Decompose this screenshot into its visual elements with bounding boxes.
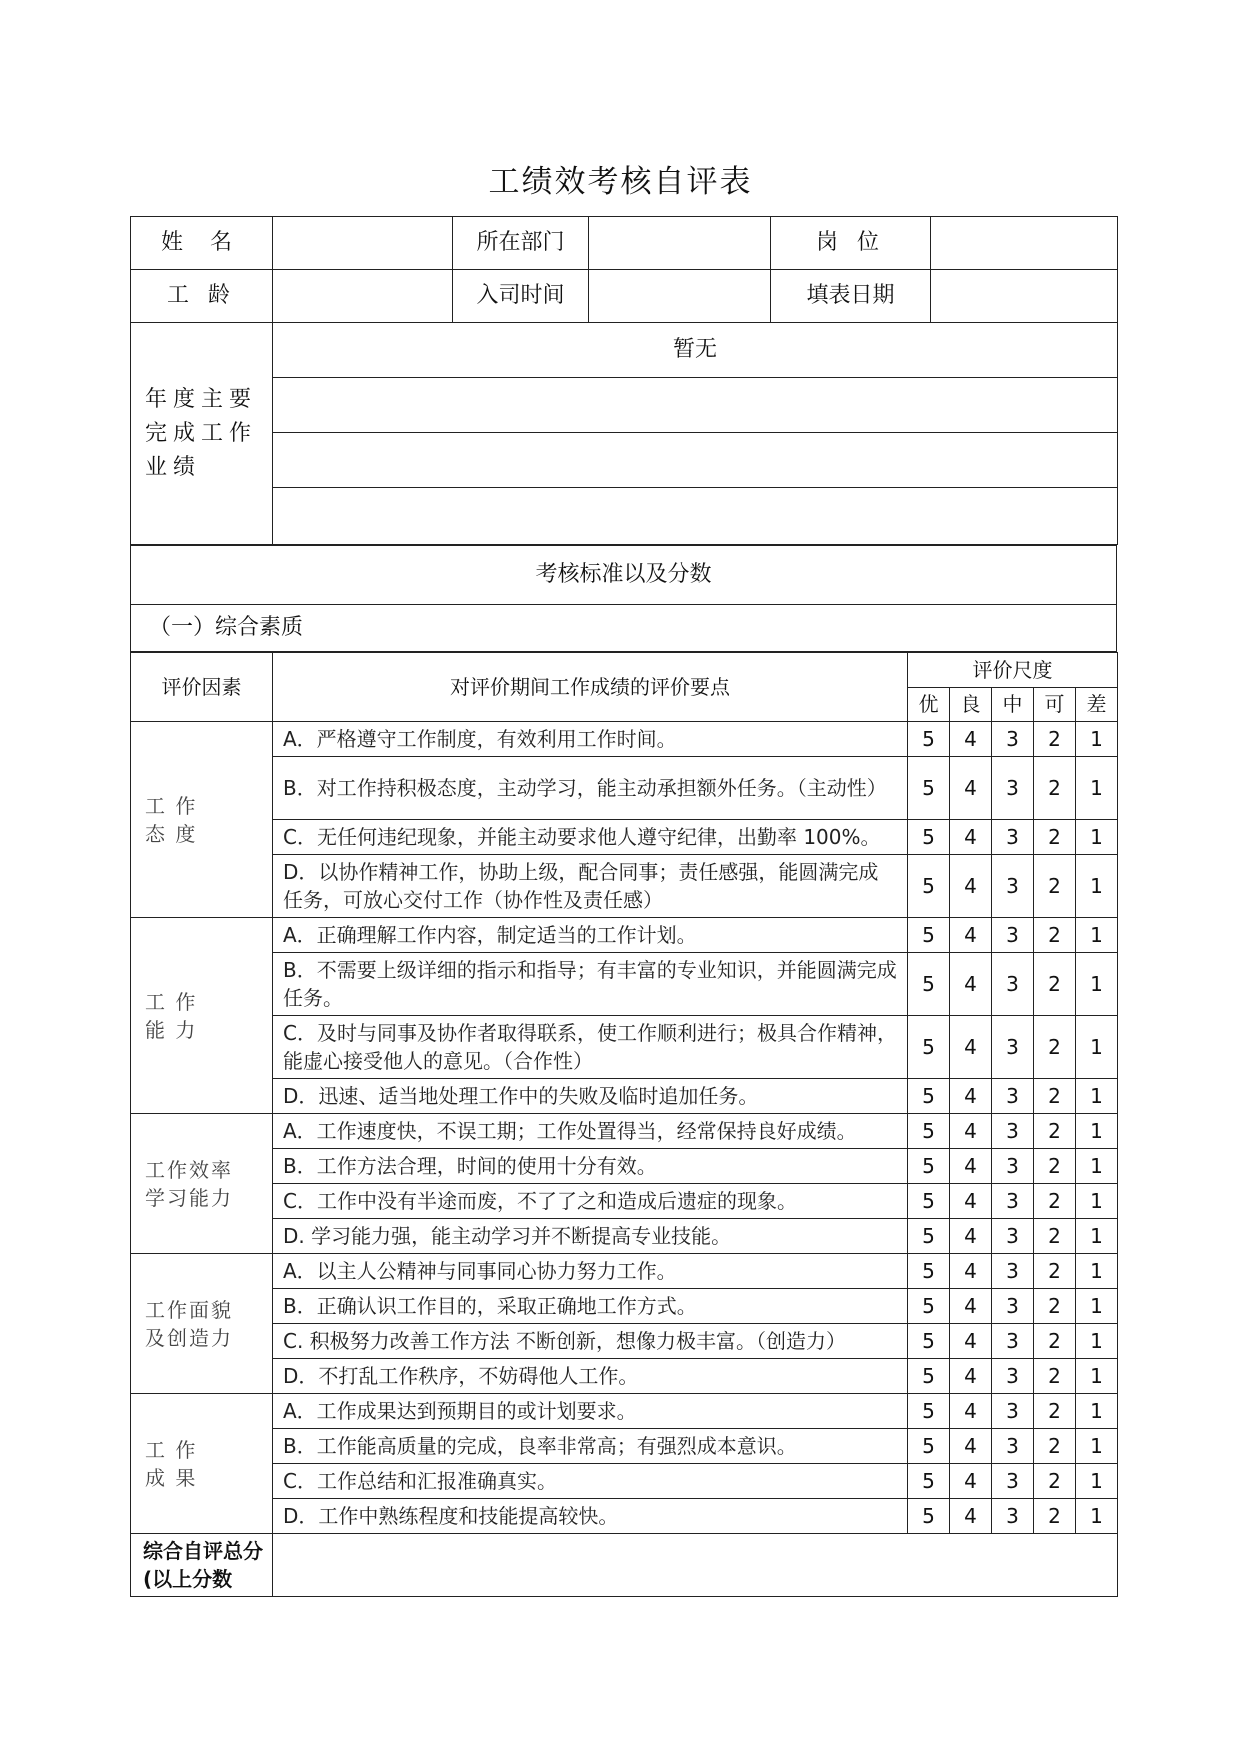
- factor-label: 工 作: [145, 793, 198, 818]
- score-option[interactable]: 2: [1034, 722, 1076, 757]
- evaluation-point: D．迅速、适当地处理工作中的失败及临时追加任务。: [273, 1079, 908, 1114]
- fill-date-field[interactable]: [931, 270, 1118, 323]
- factor-label: 成 果: [145, 1465, 198, 1490]
- info-row-2: [131, 270, 1118, 323]
- score-option[interactable]: 5: [908, 918, 950, 953]
- total-label: 综合自评总分(以上分数: [131, 1534, 273, 1597]
- score-option[interactable]: 1: [1076, 855, 1118, 918]
- evaluation-point: D．工作中熟练程度和技能提高较快。: [273, 1499, 908, 1534]
- factor-label: 工 作: [145, 989, 198, 1014]
- scale-level-fair: 可: [1034, 687, 1076, 722]
- evaluation-point: C．工作中没有半途而废，不了了之和造成后遗症的现象。: [273, 1184, 908, 1219]
- score-option[interactable]: 2: [1034, 1394, 1076, 1429]
- scale-header: 评价尺度: [908, 653, 1118, 688]
- score-option[interactable]: 5: [908, 1219, 950, 1254]
- evaluation-factor: [131, 722, 273, 918]
- score-option[interactable]: 2: [1034, 757, 1076, 820]
- score-option[interactable]: 4: [950, 1184, 992, 1219]
- criteria-row: [131, 1289, 1118, 1324]
- score-option[interactable]: 1: [1076, 1149, 1118, 1184]
- evaluation-point: A．以主人公精神与同事同心协力努力工作。: [273, 1254, 908, 1289]
- score-option[interactable]: 2: [1034, 1219, 1076, 1254]
- score-option[interactable]: 5: [908, 1429, 950, 1464]
- score-option[interactable]: 3: [992, 1324, 1034, 1359]
- score-option[interactable]: 5: [908, 1016, 950, 1079]
- evaluation-point: C. 积极努力改善工作方法 不断创新，想像力极丰富。（创造力）: [273, 1324, 908, 1359]
- score-option[interactable]: 5: [908, 1289, 950, 1324]
- score-option[interactable]: 1: [1076, 918, 1118, 953]
- criteria-row: [131, 918, 1118, 953]
- score-option[interactable]: 5: [908, 820, 950, 855]
- score-option[interactable]: 4: [950, 1359, 992, 1394]
- score-option[interactable]: 4: [950, 1289, 992, 1324]
- score-option[interactable]: 2: [1034, 1359, 1076, 1394]
- criteria-title: 考核标准以及分数: [131, 546, 1117, 605]
- score-option[interactable]: 2: [1034, 820, 1076, 855]
- score-option[interactable]: 5: [908, 1254, 950, 1289]
- score-option[interactable]: 3: [992, 1016, 1034, 1079]
- score-option[interactable]: 4: [950, 1219, 992, 1254]
- score-option[interactable]: 1: [1076, 1114, 1118, 1149]
- name-label: 姓 名: [131, 217, 273, 270]
- score-option[interactable]: 1: [1076, 1254, 1118, 1289]
- score-option[interactable]: 3: [992, 1114, 1034, 1149]
- score-option[interactable]: 5: [908, 1394, 950, 1429]
- score-option[interactable]: 3: [992, 1079, 1034, 1114]
- criteria-row: [131, 1359, 1118, 1394]
- evaluation-grid: [130, 652, 1118, 1597]
- grid-header-row-1: [131, 653, 1118, 688]
- achievement-row-3: [131, 433, 1118, 488]
- section-title: （一）综合素质: [131, 605, 1117, 652]
- score-option[interactable]: 3: [992, 1359, 1034, 1394]
- score-option[interactable]: 1: [1076, 1359, 1118, 1394]
- achievement-line-1[interactable]: 暂无: [273, 323, 1118, 378]
- department-label: 所在部门: [453, 217, 589, 270]
- scale-level-average: 中: [992, 687, 1034, 722]
- score-option[interactable]: 4: [950, 1464, 992, 1499]
- fill-date-label: 填表日期: [771, 270, 931, 323]
- criteria-row: [131, 1499, 1118, 1534]
- score-option[interactable]: 1: [1076, 1289, 1118, 1324]
- criteria-title-row: [131, 546, 1117, 605]
- score-option[interactable]: 2: [1034, 1114, 1076, 1149]
- factor-label: 及创造力: [145, 1325, 233, 1350]
- score-option[interactable]: 2: [1034, 1184, 1076, 1219]
- evaluation-point: A．工作速度快，不误工期；工作处置得当，经常保持良好成绩。: [273, 1114, 908, 1149]
- score-option[interactable]: 4: [950, 722, 992, 757]
- section-title-row: [131, 605, 1117, 652]
- info-row-1: [131, 217, 1118, 270]
- score-option[interactable]: 1: [1076, 1079, 1118, 1114]
- score-option[interactable]: 5: [908, 1464, 950, 1499]
- score-option[interactable]: 3: [992, 953, 1034, 1016]
- evaluation-point: A．严格遵守工作制度，有效利用工作时间。: [273, 722, 908, 757]
- score-option[interactable]: 3: [992, 918, 1034, 953]
- evaluation-factor: [131, 1394, 273, 1534]
- score-option[interactable]: 3: [992, 1499, 1034, 1534]
- score-option[interactable]: 4: [950, 820, 992, 855]
- score-option[interactable]: 3: [992, 1184, 1034, 1219]
- score-option[interactable]: 4: [950, 1114, 992, 1149]
- score-option[interactable]: 3: [992, 1394, 1034, 1429]
- criteria-row: [131, 1016, 1118, 1079]
- score-option[interactable]: 4: [950, 1016, 992, 1079]
- score-option[interactable]: 4: [950, 1254, 992, 1289]
- score-option[interactable]: 5: [908, 1114, 950, 1149]
- scale-level-excellent: 优: [908, 687, 950, 722]
- evaluation-factor: [131, 1254, 273, 1394]
- score-option[interactable]: 4: [950, 953, 992, 1016]
- criteria-row: [131, 1324, 1118, 1359]
- evaluation-point: B．工作能高质量的完成，良率非常高；有强烈成本意识。: [273, 1429, 908, 1464]
- score-option[interactable]: 4: [950, 757, 992, 820]
- score-option[interactable]: 5: [908, 1359, 950, 1394]
- factor-label: 学习能力: [145, 1185, 233, 1210]
- factor-label: 能 力: [145, 1017, 198, 1042]
- score-option[interactable]: 3: [992, 757, 1034, 820]
- criteria-row: [131, 1429, 1118, 1464]
- evaluation-point: D．以协作精神工作，协助上级，配合同事；责任感强，能圆满完成任务，可放心交付工作（协作性及责任感）: [273, 855, 908, 918]
- factor-label: 态 度: [145, 821, 198, 846]
- evaluation-point: B．工作方法合理，时间的使用十分有效。: [273, 1149, 908, 1184]
- position-field[interactable]: [931, 217, 1118, 270]
- criteria-row: [131, 1464, 1118, 1499]
- factor-label: 工作效率: [145, 1157, 233, 1182]
- achievement-line-4[interactable]: [273, 488, 1118, 545]
- score-option[interactable]: 5: [908, 1149, 950, 1184]
- score-option[interactable]: 2: [1034, 855, 1076, 918]
- total-row: [131, 1534, 1118, 1597]
- evaluation-point: C．及时与同事及协作者取得联系，使工作顺利进行；极具合作精神，能虚心接受他人的意见。（合作性）: [273, 1016, 908, 1079]
- evaluation-factor: [131, 918, 273, 1114]
- score-option[interactable]: 4: [950, 1324, 992, 1359]
- criteria-row: [131, 1149, 1118, 1184]
- score-option[interactable]: 1: [1076, 820, 1118, 855]
- score-option[interactable]: 4: [950, 1079, 992, 1114]
- score-option[interactable]: 4: [950, 1499, 992, 1534]
- score-option[interactable]: 2: [1034, 1429, 1076, 1464]
- factor-label: 工作面貌: [145, 1297, 233, 1322]
- score-option[interactable]: 4: [950, 1429, 992, 1464]
- score-option[interactable]: 3: [992, 1219, 1034, 1254]
- score-option[interactable]: 5: [908, 1079, 950, 1114]
- criteria-row: [131, 722, 1118, 757]
- evaluation-point: B．不需要上级详细的指示和指导；有丰富的专业知识，并能圆满完成任务。: [273, 953, 908, 1016]
- scale-level-good: 良: [950, 687, 992, 722]
- score-option[interactable]: 1: [1076, 1324, 1118, 1359]
- evaluation-point: C．无任何违纪现象，并能主动要求他人遵守纪律，出勤率 100%。: [273, 820, 908, 855]
- name-field[interactable]: [273, 217, 453, 270]
- total-score-field[interactable]: [273, 1534, 1118, 1597]
- seniority-field[interactable]: [273, 270, 453, 323]
- points-header: 对评价期间工作成绩的评价要点: [273, 653, 908, 722]
- evaluation-factor: [131, 1114, 273, 1254]
- score-option[interactable]: 3: [992, 1254, 1034, 1289]
- score-option[interactable]: 3: [992, 722, 1034, 757]
- score-option[interactable]: 2: [1034, 1079, 1076, 1114]
- criteria-row: [131, 953, 1118, 1016]
- score-option[interactable]: 2: [1034, 953, 1076, 1016]
- score-option[interactable]: 5: [908, 1499, 950, 1534]
- join-date-label: 入司时间: [453, 270, 589, 323]
- score-option[interactable]: 2: [1034, 1289, 1076, 1324]
- department-field[interactable]: [589, 217, 771, 270]
- score-option[interactable]: 3: [992, 855, 1034, 918]
- score-option[interactable]: 2: [1034, 918, 1076, 953]
- seniority-label: 工 龄: [131, 270, 273, 323]
- score-option[interactable]: 2: [1034, 1324, 1076, 1359]
- form-title: 工绩效考核自评表: [488, 164, 753, 200]
- score-option[interactable]: 3: [992, 1289, 1034, 1324]
- score-option[interactable]: 5: [908, 1184, 950, 1219]
- score-option[interactable]: 5: [908, 757, 950, 820]
- score-option[interactable]: 3: [992, 820, 1034, 855]
- factor-header: 评价因素: [131, 653, 273, 722]
- criteria-row: [131, 1184, 1118, 1219]
- score-option[interactable]: 1: [1076, 1429, 1118, 1464]
- achievement-row-1: [131, 323, 1118, 378]
- achievements-label: 年度主要完成工作业绩: [131, 323, 273, 545]
- score-option[interactable]: 1: [1076, 1219, 1118, 1254]
- score-option[interactable]: 5: [908, 1324, 950, 1359]
- criteria-row: [131, 1219, 1118, 1254]
- achievement-line-3[interactable]: [273, 433, 1118, 488]
- score-option[interactable]: 1: [1076, 757, 1118, 820]
- score-option[interactable]: 2: [1034, 1016, 1076, 1079]
- achievement-row-2: [131, 378, 1118, 433]
- evaluation-point: B．正确认识工作目的，采取正确地工作方式。: [273, 1289, 908, 1324]
- evaluation-point: C．工作总结和汇报准确真实。: [273, 1464, 908, 1499]
- criteria-row: [131, 1079, 1118, 1114]
- score-option[interactable]: 2: [1034, 1499, 1076, 1534]
- score-option[interactable]: 1: [1076, 722, 1118, 757]
- score-option[interactable]: 1: [1076, 1016, 1118, 1079]
- join-date-field[interactable]: [589, 270, 771, 323]
- score-option[interactable]: 2: [1034, 1254, 1076, 1289]
- criteria-row: [131, 1254, 1118, 1289]
- score-option[interactable]: 1: [1076, 1394, 1118, 1429]
- score-option[interactable]: 5: [908, 953, 950, 1016]
- score-option[interactable]: 3: [992, 1429, 1034, 1464]
- evaluation-point: A．正确理解工作内容，制定适当的工作计划。: [273, 918, 908, 953]
- score-option[interactable]: 4: [950, 1149, 992, 1184]
- factor-label: 工 作: [145, 1437, 198, 1462]
- evaluation-point: A．工作成果达到预期目的或计划要求。: [273, 1394, 908, 1429]
- evaluation-point: D．不打乱工作秩序，不妨碍他人工作。: [273, 1359, 908, 1394]
- score-option[interactable]: 5: [908, 722, 950, 757]
- score-option[interactable]: 1: [1076, 1499, 1118, 1534]
- criteria-row: [131, 1114, 1118, 1149]
- achievement-row-4: [131, 488, 1118, 545]
- score-option[interactable]: 1: [1076, 1184, 1118, 1219]
- criteria-header-table: [130, 545, 1117, 652]
- basic-info-table: [130, 216, 1118, 545]
- criteria-row: [131, 1394, 1118, 1429]
- score-option[interactable]: 4: [950, 855, 992, 918]
- position-label: 岗 位: [771, 217, 931, 270]
- score-option[interactable]: 5: [908, 855, 950, 918]
- criteria-row: [131, 855, 1118, 918]
- score-option[interactable]: 3: [992, 1149, 1034, 1184]
- evaluation-point: D. 学习能力强，能主动学习并不断提高专业技能。: [273, 1219, 908, 1254]
- score-option[interactable]: 4: [950, 1394, 992, 1429]
- score-option[interactable]: 2: [1034, 1464, 1076, 1499]
- score-option[interactable]: 1: [1076, 953, 1118, 1016]
- score-option[interactable]: 3: [992, 1464, 1034, 1499]
- evaluation-point: B．对工作持积极态度，主动学习，能主动承担额外任务。（主动性）: [273, 757, 908, 820]
- score-option[interactable]: 1: [1076, 1464, 1118, 1499]
- scale-level-poor: 差: [1076, 687, 1118, 722]
- score-option[interactable]: 2: [1034, 1149, 1076, 1184]
- criteria-row: [131, 757, 1118, 820]
- achievement-line-2[interactable]: [273, 378, 1118, 433]
- score-option[interactable]: 4: [950, 918, 992, 953]
- criteria-row: [131, 820, 1118, 855]
